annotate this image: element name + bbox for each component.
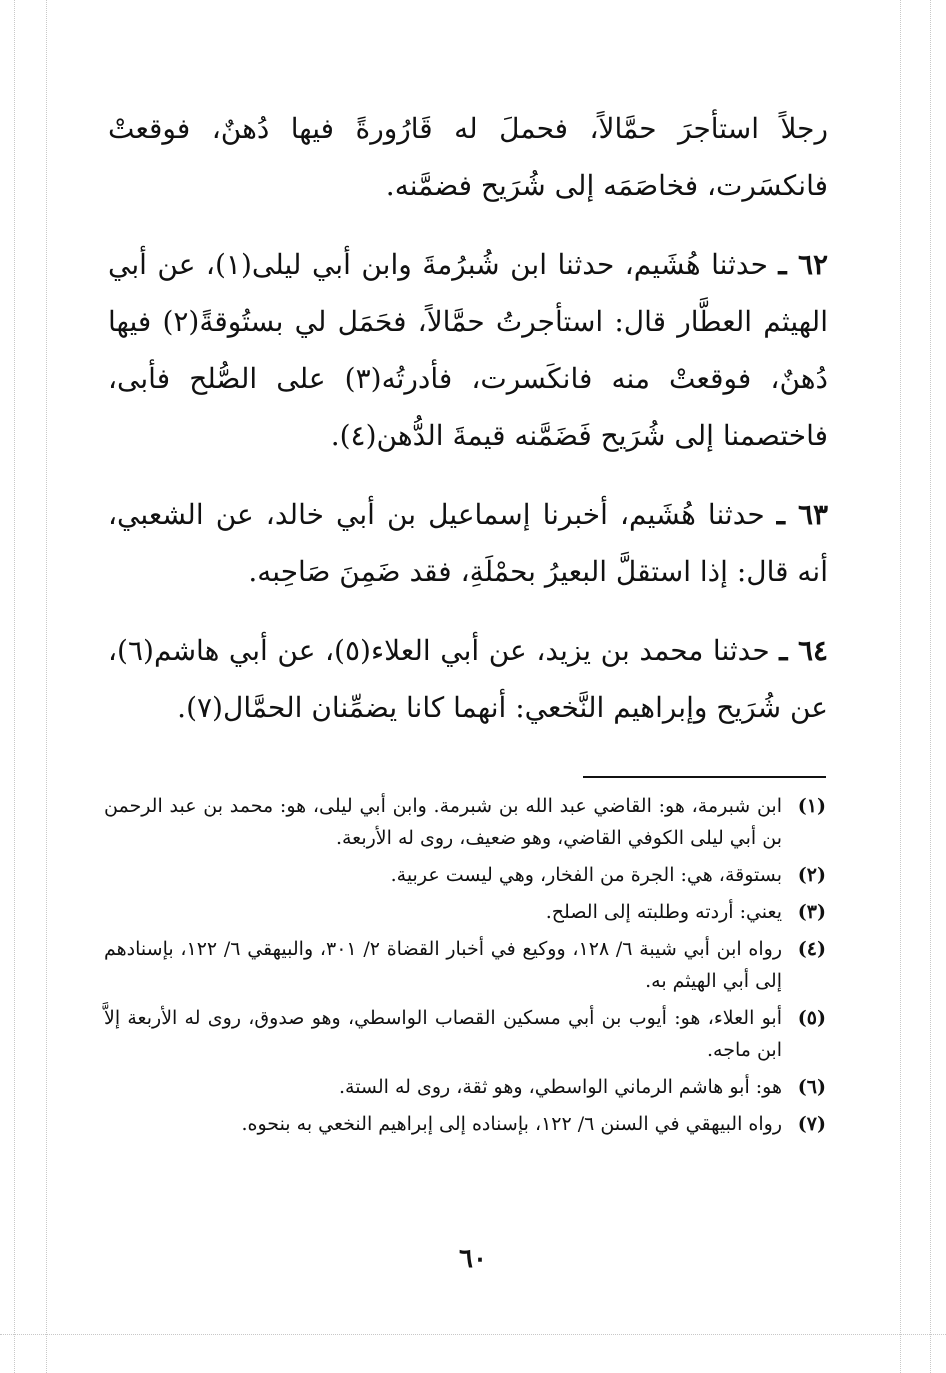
footnote-1 <box>104 790 826 854</box>
footnote-3 <box>104 896 826 928</box>
paragraph-number: ٦٢ ـ <box>778 248 829 281</box>
footnote-text: أبو العلاء، هو: أيوب بن أبي مسكين القصاب الواسطي، وهو صدوق، روى له الأربعة إلاَّ ابن ماجه. <box>104 1007 782 1061</box>
footnote-number: (٤) <box>797 938 826 960</box>
paragraph-number: ٦٤ ـ <box>779 634 829 667</box>
footnote-text: رواه ابن أبي شيبة ٦/ ١٢٨، ووكيع في أخبار القضاة ٢/ ٣٠١، والبيهقي ٦/ ١٢٢، بإسنادهم إلى أبي الهيثم به. <box>104 938 783 992</box>
paragraph-text: حدثنا هُشَيم، أخبرنا إسماعيل بن أبي خالد، عن الشعبي، أنه قال: إذا استقلَّ البعيرُ بحمْلَةِ، فقد ضَمِنَ صَاحِبه. <box>108 498 828 588</box>
page-number: ٦٠ <box>459 1244 487 1274</box>
footnote-separator <box>583 776 826 778</box>
footnote-number: (٣) <box>797 901 826 923</box>
scan-guide-left-outer <box>14 0 15 1373</box>
paragraph-number: ٦٣ ـ <box>776 498 829 531</box>
footnote-number: (٢) <box>797 864 826 886</box>
footnote-2 <box>104 859 826 891</box>
footnote-text: رواه البيهقي في السنن ٦/ ١٢٢، بإسناده إلى إبراهيم النخعي به بنحوه. <box>241 1113 782 1135</box>
scan-guide-left-inner <box>46 0 47 1373</box>
scan-guide-bottom <box>0 1334 946 1335</box>
footnote-text: بستوقة، هي: الجرة من الفخار، وهي ليست عربية. <box>390 864 782 886</box>
paragraph-63 <box>108 486 828 600</box>
footnote-5 <box>104 1002 826 1066</box>
paragraph-64 <box>108 622 828 736</box>
footnote-number: (١) <box>797 795 826 817</box>
footnote-7 <box>104 1108 826 1140</box>
footnote-number: (٥) <box>797 1007 826 1029</box>
footnote-6 <box>104 1071 826 1103</box>
paragraph-text: حدثنا محمد بن يزيد، عن أبي العلاء(٥)، عن أبي هاشم(٦)، عن شُرَيح وإبراهيم النَّخعي: أنهما كانا يضمِّنان الحمَّال(٧). <box>108 634 828 724</box>
paragraph-62 <box>108 236 828 464</box>
paragraph-text: حدثنا هُشَيم، حدثنا ابن شُبرُمةَ وابن أبي ليلى(١)، عن أبي الهيثم العطَّار قال: استأجرتُ حمَّالاً، فحَمَل لي بستُوقةً(٢) فيها دُهنٌ، فوقعتْ منه فانكَسرت، فأدرتُه(٣) على الصُّلح فأبى، فاختصمنا إلى شُرَيح فَضَمَّنه قيمةَ الدُّهن(٤). <box>108 248 828 452</box>
footnote-text: هو: أبو هاشم الرماني الواسطي، وهو ثقة، روى له الستة. <box>338 1076 782 1098</box>
footnote-text: ابن شبرمة، هو: القاضي عبد الله بن شبرمة. وابن أبي ليلى، هو: محمد بن عبد الرحمن بن أبي ليلى الكوفي القاضي، وهو ضعيف، روى له الأربعة. <box>104 795 782 849</box>
footnote-4 <box>104 933 826 997</box>
footnote-text: يعني: أردته وطلبته إلى الصلح. <box>545 901 782 923</box>
footnotes <box>104 790 826 1145</box>
scan-guide-right-outer <box>930 0 931 1373</box>
main-text <box>108 100 828 758</box>
footnote-number: (٦) <box>797 1076 826 1098</box>
footnote-number: (٧) <box>797 1113 826 1135</box>
scan-guide-right-inner <box>900 0 901 1373</box>
paragraph-text: رجلاً استأجرَ حمَّالاً، فحملَ له قَارُورةً فيها دُهنٌ، فوقعتْ فانكسَرت، فخاصَمَه إلى شُرَيح فضمَّنه. <box>108 112 828 202</box>
paragraph-continuation <box>108 100 828 214</box>
